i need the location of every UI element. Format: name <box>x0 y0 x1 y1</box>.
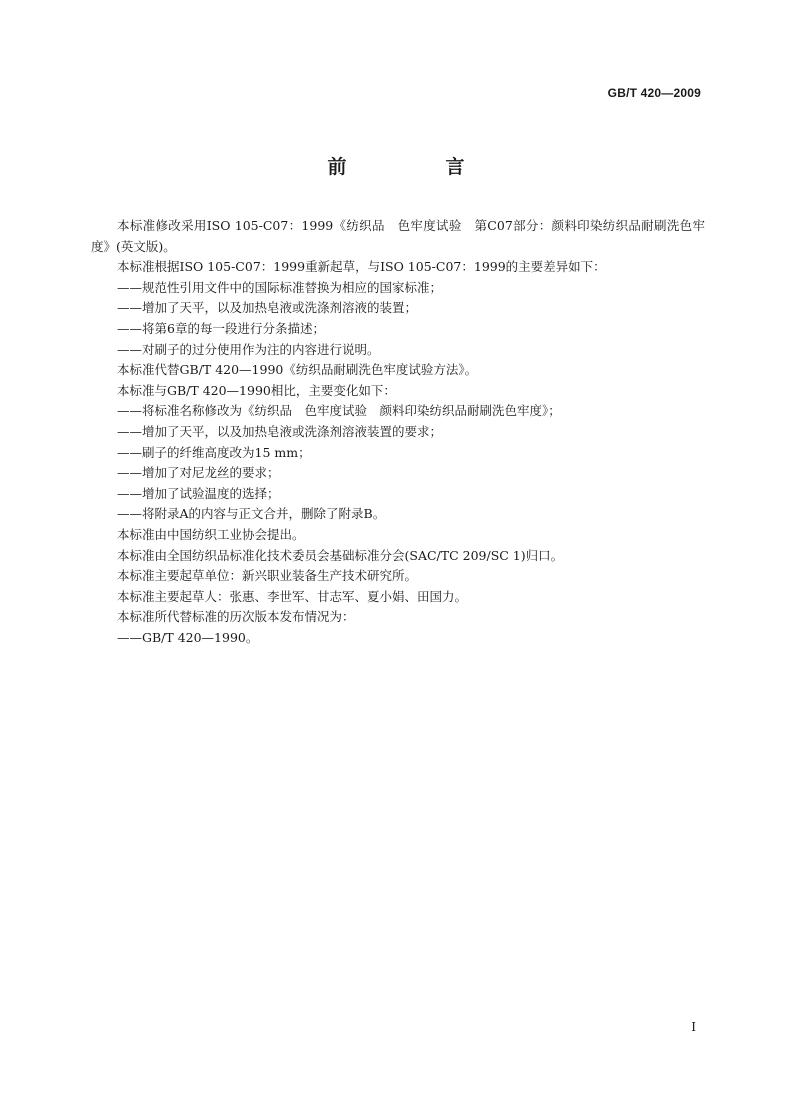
paragraph: 本标准由中国纺织工业协会提出。 <box>117 526 305 542</box>
paragraph: 本标准修改采用ISO 105-C07：1999《纺织品 色牢度试验 第C07部分：颜料印染纺织品耐刷洗色牢度》(英文版)。 <box>91 218 705 254</box>
list-item: ——增加了试验温度的选择； <box>117 485 280 501</box>
paragraph: 本标准由全国纺织品标准化技术委员会基础标准分会(SAC/TC 209/SC 1)归口。 <box>117 547 564 563</box>
list-item: ——对刷子的过分使用作为注的内容进行说明。 <box>117 341 380 357</box>
list-item: ——增加了天平，以及加热皂液或洗涤剂溶液的装置； <box>117 300 418 316</box>
paragraph: 本标准代替GB/T 420—1990《纺织品耐刷洗色牢度试验方法》。 <box>117 362 478 378</box>
list-item: ——刷子的纤维高度改为15 mm； <box>117 444 311 460</box>
list-item: ——增加了天平，以及加热皂液或洗涤剂溶液装置的要求； <box>117 423 443 439</box>
foreword-body <box>91 216 705 648</box>
list-item: ——增加了对尼龙丝的要求； <box>117 465 280 481</box>
list-item: ——将标准名称修改为《纺织品 色牢度试验 颜料印染纺织品耐刷洗色牢度》； <box>117 403 561 419</box>
paragraph: 本标准主要起草人：张惠、李世军、甘志军、夏小娟、田国力。 <box>117 588 468 604</box>
paragraph: 本标准所代替标准的历次版本发布情况为： <box>117 609 355 625</box>
standard-number: GB/T 420—2009 <box>607 86 701 100</box>
list-item: ——规范性引用文件中的国际标准替换为相应的国家标准； <box>117 279 443 295</box>
list-item: ——将附录A的内容与正文合并，删除了附录B。 <box>117 506 386 522</box>
page-title: 前 言 <box>327 156 505 178</box>
paragraph: 本标准主要起草单位：新兴职业装备生产技术研究所。 <box>117 568 418 584</box>
paragraph: 本标准根据ISO 105-C07：1999重新起草，与ISO 105-C07：1999的主要差异如下： <box>117 259 606 275</box>
paragraph: 本标准与GB/T 420—1990相比，主要变化如下： <box>117 382 396 398</box>
page-number: I <box>691 1020 696 1034</box>
list-item: ——将第6章的每一段进行分条描述； <box>117 320 325 336</box>
list-item: ——GB/T 420—1990。 <box>117 629 259 645</box>
